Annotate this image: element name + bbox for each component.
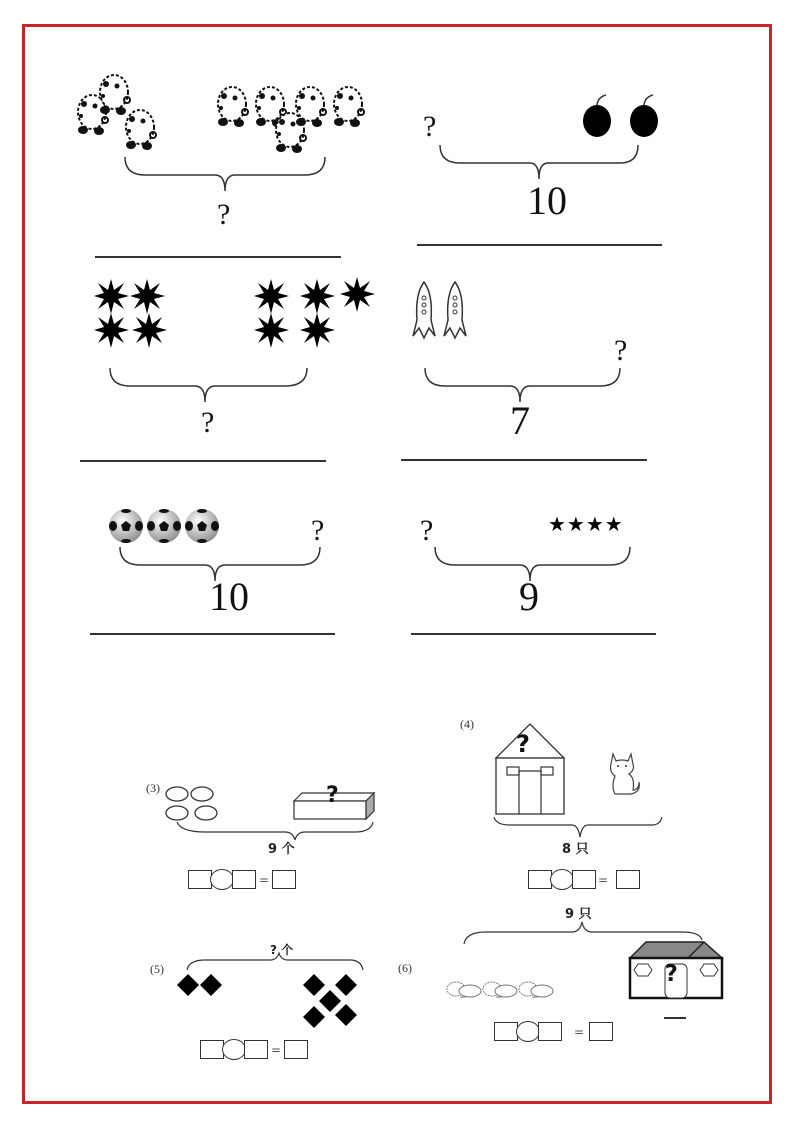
operator-oval[interactable] [550, 869, 574, 890]
diamond-group-icon [175, 972, 375, 1028]
right-unknown: ? [614, 334, 628, 367]
result-box[interactable] [284, 1040, 308, 1059]
total-unknown: ? [217, 198, 231, 231]
operator-oval[interactable] [516, 1021, 540, 1042]
total-label: 8 只 [562, 842, 589, 857]
total-value: 9 [519, 574, 539, 619]
star-group-icon: ★★★★ [548, 512, 624, 536]
answer-box-1[interactable] [494, 1022, 518, 1041]
brace-icon [435, 143, 645, 183]
hedgehog-group-icon [444, 977, 556, 1001]
equals-sign: = [271, 1042, 282, 1057]
answer-box-2[interactable] [538, 1022, 562, 1041]
answer-box-1[interactable] [528, 870, 552, 889]
answer-box-1[interactable] [200, 1040, 224, 1059]
answer-line[interactable] [95, 256, 341, 258]
rocket-group-icon [410, 278, 480, 344]
equals-sign: = [598, 872, 609, 887]
answer-box-2[interactable] [244, 1040, 268, 1059]
equation-row [200, 1039, 308, 1060]
equation-row [528, 869, 640, 890]
total-value: 10 [527, 178, 567, 223]
problem-number: (6) [398, 961, 412, 975]
total-label: 9 个 [268, 842, 295, 857]
brace-icon [120, 155, 330, 195]
brace-icon [492, 815, 664, 839]
total-unknown: ? [201, 406, 215, 439]
answer-box-2[interactable] [232, 870, 256, 889]
result-box[interactable] [616, 870, 640, 889]
answer-line[interactable] [411, 633, 656, 635]
bomb-group-icon [580, 90, 665, 140]
problem-number: (4) [460, 717, 474, 731]
left-unknown: ? [420, 514, 434, 547]
equation-row [494, 1021, 613, 1042]
answer-line[interactable] [664, 1017, 686, 1019]
house-question-mark: ? [665, 962, 678, 987]
box-question-mark: ? [326, 783, 339, 808]
left-unknown: ? [423, 110, 437, 143]
house-with-question-icon [494, 722, 566, 818]
panda-group-icon [75, 70, 375, 160]
result-box[interactable] [272, 870, 296, 889]
result-box[interactable] [589, 1022, 613, 1041]
answer-line[interactable] [417, 244, 662, 246]
total-label: ? 个 [270, 943, 294, 957]
operator-oval[interactable] [222, 1039, 246, 1060]
house-question-mark: ? [516, 730, 530, 758]
operator-oval[interactable] [210, 869, 234, 890]
right-unknown: ? [311, 514, 325, 547]
answer-line[interactable] [401, 459, 647, 461]
soccer-ball-group-icon [105, 505, 230, 547]
total-label: 9 只 [565, 907, 592, 922]
total-value: 7 [510, 398, 530, 443]
brace-icon [105, 366, 315, 406]
answer-box-1[interactable] [188, 870, 212, 889]
answer-line[interactable] [80, 460, 326, 462]
problem-number: (3) [146, 781, 160, 795]
cat-icon [605, 750, 641, 796]
problem-number: (5) [150, 962, 164, 976]
equals-sign: = [574, 1024, 585, 1039]
brace-icon [185, 952, 365, 972]
equals-sign: = [259, 872, 270, 887]
answer-box-2[interactable] [572, 870, 596, 889]
oval-group-icon [163, 785, 225, 825]
starburst-group-icon [90, 275, 380, 355]
equation-row [188, 869, 296, 890]
total-value: 10 [209, 574, 249, 619]
answer-line[interactable] [90, 633, 335, 635]
